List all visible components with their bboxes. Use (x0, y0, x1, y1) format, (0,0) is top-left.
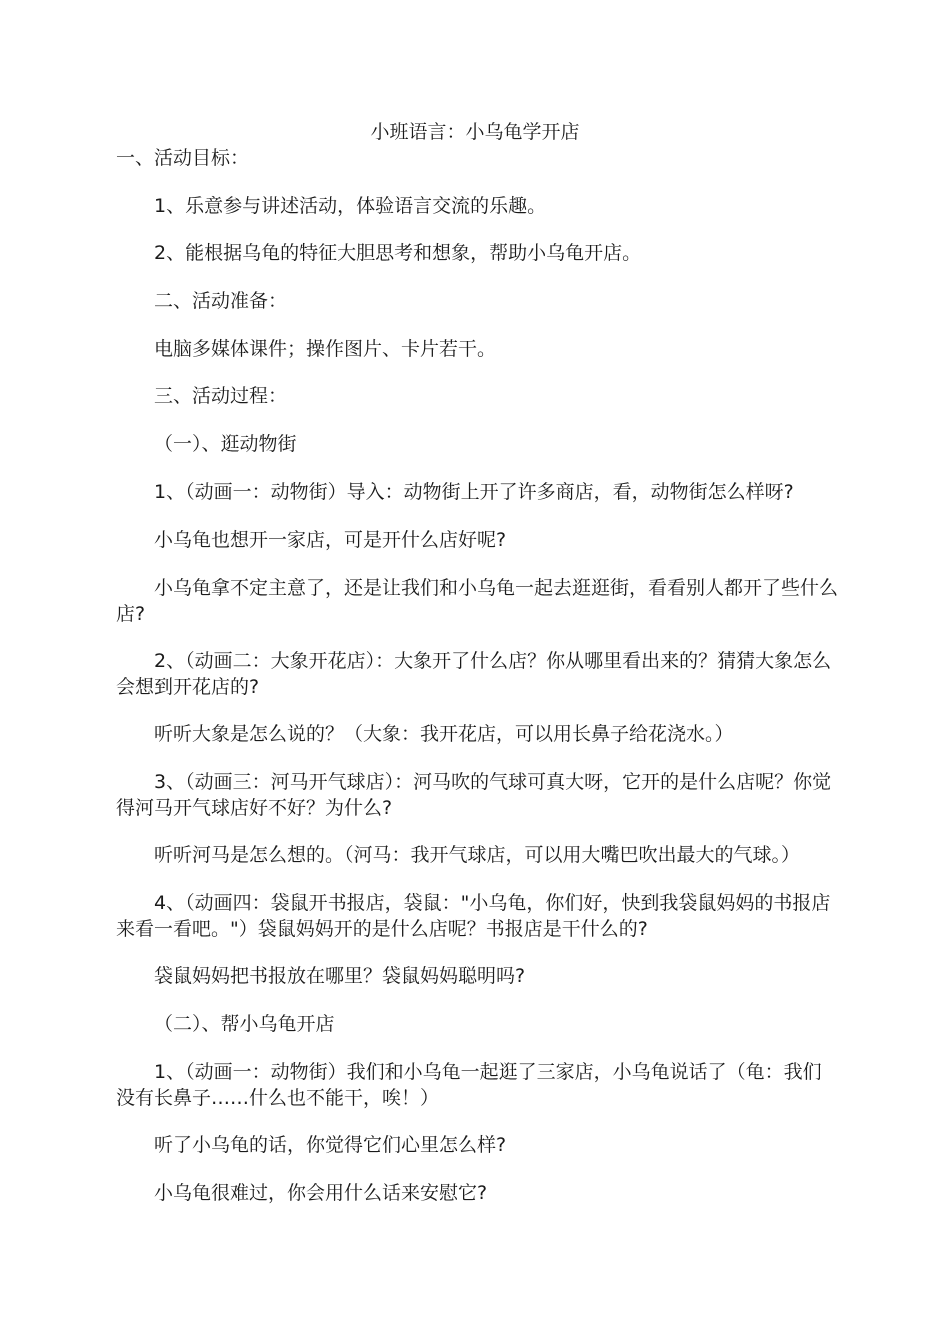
paragraph: 小乌龟很难过，你会用什么话来安慰它? (154, 1182, 488, 1204)
paragraph: 3、（动画三：河马开气球店）：河马吹的气球可真大呀，它开的是什么店呢？你觉得河马开气球店好不好？为什么? (116, 771, 832, 819)
paragraph: 电脑多媒体课件；操作图片、卡片若干。 (154, 338, 497, 360)
paragraph: 听听河马是怎么想的。（河马：我开气球店，可以用大嘴巴吹出最大的气球。） (154, 844, 801, 866)
section-heading-goals: 一、活动目标： (116, 147, 250, 169)
paragraph: 2、（动画二：大象开花店）：大象开了什么店？你从哪里看出来的？猜猜大象怎么会想到开花店的? (116, 650, 832, 698)
section-heading-preparation: 二、活动准备： (154, 290, 288, 312)
subsection-heading-animal-street: （一）、逛动物街 (154, 433, 297, 455)
document-title: 小班语言：小乌龟学开店 (370, 121, 580, 143)
paragraph: 1、乐意参与讲述活动，体验语言交流的乐趣。 (154, 195, 547, 217)
paragraph: 1、（动画一：动物街）我们和小乌龟一起逛了三家店，小乌龟说话了（龟：我们没有长鼻子……什么也不能干，唉！） (116, 1061, 822, 1109)
paragraph: 小乌龟拿不定主意了，还是让我们和小乌龟一起去逛逛街，看看别人都开了些什么店? (116, 577, 839, 625)
paragraph: 袋鼠妈妈把书报放在哪里？袋鼠妈妈聪明吗? (154, 965, 526, 987)
paragraph: 1、（动画一：动物街）导入：动物街上开了许多商店，看，动物街怎么样呀? (154, 481, 794, 503)
section-heading-process: 三、活动过程： (154, 385, 288, 407)
paragraph: 2、能根据乌龟的特征大胆思考和想象，帮助小乌龟开店。 (154, 242, 642, 264)
paragraph: 小乌龟也想开一家店，可是开什么店好呢? (154, 529, 507, 551)
paragraph: 听听大象是怎么说的？（大象：我开花店，可以用长鼻子给花浇水。） (154, 723, 734, 745)
paragraph: 4、（动画四：袋鼠开书报店，袋鼠："小乌龟，你们好，快到我袋鼠妈妈的书报店来看一看吧。"）袋鼠妈妈开的是什么店呢？书报店是干什么的? (116, 892, 831, 940)
subsection-heading-help-turtle: （二）、帮小乌龟开店 (154, 1013, 335, 1035)
paragraph: 听了小乌龟的话，你觉得它们心里怎么样? (154, 1134, 507, 1156)
